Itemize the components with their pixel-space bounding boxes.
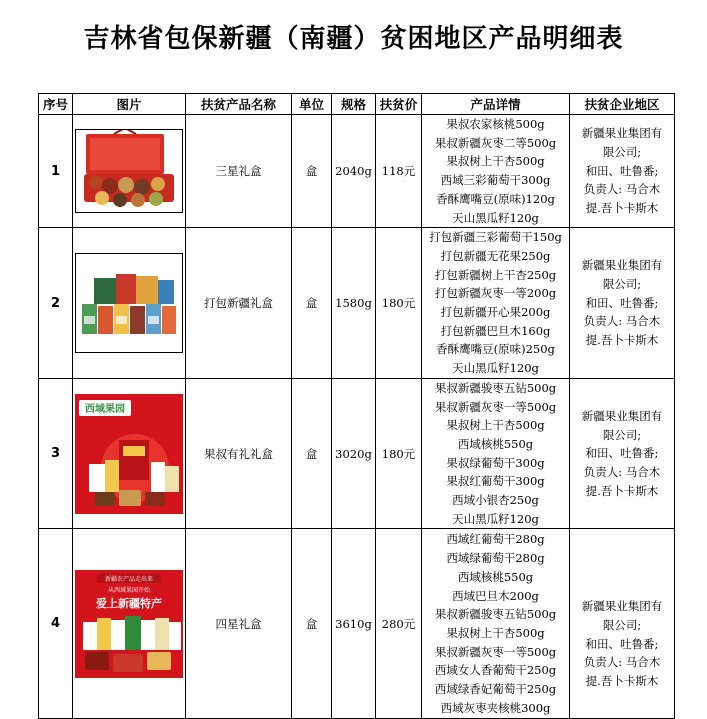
- product-image-cell: [73, 378, 186, 529]
- banner-small-text: 新疆农产品走出来: [104, 575, 154, 583]
- detail-line: 果叔新疆骏枣五钻500g: [434, 607, 557, 622]
- detail-line: 香酥鹰嘴豆(原味)250g: [436, 342, 555, 357]
- table-row: [39, 228, 675, 379]
- product-name: 四星礼盒: [186, 529, 292, 719]
- product-table: [38, 93, 675, 719]
- company-info: [570, 529, 675, 719]
- row-number: 4: [39, 529, 73, 719]
- brand-logo-text: 西域果园: [85, 403, 125, 415]
- company-line: 提.吾卜卡斯木: [585, 674, 659, 689]
- company-info: [570, 115, 675, 228]
- company-line: 新疆果业集团有: [581, 258, 663, 273]
- detail-line: 果叔新疆灰枣一等500g: [434, 644, 557, 659]
- product-image-cell: [73, 529, 186, 719]
- detail-line: 西域绿香妃葡萄干250g: [434, 682, 557, 697]
- product-name: 打包新疆礼盒: [186, 228, 292, 379]
- company-line: 负责人: 马合木: [583, 465, 661, 479]
- row-number: 3: [39, 378, 73, 529]
- banner-sub-text: 从西域果园开始: [107, 586, 151, 594]
- detail-line: 西域三彩葡萄干300g: [440, 173, 551, 188]
- company-line: 限公司;: [602, 427, 642, 442]
- product-details: [422, 228, 570, 379]
- detail-line: 西域红葡萄干280g: [446, 532, 545, 547]
- detail-line: 果叔绿葡萄干300g: [446, 455, 545, 470]
- detail-line: 果叔新疆灰枣二等500g: [434, 135, 557, 150]
- product-image: [75, 570, 183, 678]
- company-line: 和田、吐鲁番;: [585, 295, 659, 310]
- product-spec: 2040g: [332, 115, 376, 228]
- detail-line: 果叔树上干杏500g: [446, 154, 545, 169]
- detail-line: 打包新疆树上干杏250g: [434, 267, 557, 282]
- product-unit: 盒: [292, 228, 332, 379]
- header-picture: 图片: [73, 94, 186, 115]
- detail-line: 西域女人香葡萄干250g: [434, 663, 557, 678]
- header-spec: 规格: [332, 94, 376, 115]
- company-info: [570, 228, 675, 379]
- table-row: [39, 115, 675, 228]
- product-image: [75, 394, 183, 514]
- company-line: 新疆果业集团有: [581, 599, 663, 614]
- product-unit: 盒: [292, 378, 332, 529]
- product-image-cell: [73, 228, 186, 379]
- product-details: [422, 378, 570, 529]
- company-line: 限公司;: [602, 276, 642, 291]
- detail-line: 果叔红葡萄干300g: [446, 474, 545, 489]
- row-number: 1: [39, 115, 73, 228]
- product-spec: 3020g: [332, 378, 376, 529]
- detail-line: 打包新疆无花果250g: [440, 248, 551, 263]
- product-price: 180元: [376, 228, 422, 379]
- company-line: 限公司;: [602, 617, 642, 632]
- product-unit: 盒: [292, 115, 332, 228]
- detail-line: 果叔树上干杏500g: [446, 418, 545, 433]
- detail-line: 果叔农家核桃500g: [446, 117, 545, 131]
- detail-line: 西域核桃550g: [457, 436, 534, 451]
- table-row: [39, 529, 675, 719]
- detail-line: 天山黑瓜籽120g: [452, 511, 539, 526]
- company-info: [570, 378, 675, 529]
- product-image: [75, 253, 183, 353]
- company-line: 和田、吐鲁番;: [585, 163, 659, 178]
- detail-line: 打包新疆巴旦木160g: [440, 323, 551, 338]
- header-price: 扶贫价: [376, 94, 422, 115]
- header-product-name: 扶贫产品名称: [186, 94, 292, 115]
- header-company: 扶贫企业地区: [570, 94, 675, 115]
- product-name: 三星礼盒: [186, 115, 292, 228]
- detail-line: 西域核桃550g: [457, 569, 534, 584]
- company-line: 和田、吐鲁番;: [585, 446, 659, 461]
- banner-main-text: 爱上新疆特产: [96, 596, 162, 610]
- company-line: 提.吾卜卡斯木: [585, 483, 659, 498]
- product-spec: 3610g: [332, 529, 376, 719]
- product-price: 180元: [376, 378, 422, 529]
- company-line: 负责人: 马合木: [583, 182, 661, 197]
- product-price: 280元: [376, 529, 422, 719]
- company-line: 负责人: 马合木: [583, 314, 661, 329]
- product-price: 118元: [376, 115, 422, 228]
- company-line: 新疆果业集团有: [581, 126, 663, 141]
- detail-line: 果叔树上干杏500g: [446, 625, 545, 640]
- product-image: [75, 129, 183, 213]
- product-unit: 盒: [292, 529, 332, 719]
- table-row: [39, 378, 675, 529]
- detail-line: 打包新疆开心果200g: [440, 305, 551, 320]
- detail-line: 西域绿葡萄干280g: [446, 551, 545, 566]
- detail-line: 香酥鹰嘴豆(原味)120g: [436, 191, 555, 206]
- detail-line: 天山黑瓜籽120g: [452, 210, 539, 225]
- detail-line: 打包新疆灰枣一等200g: [434, 286, 557, 301]
- detail-line: 天山黑瓜籽120g: [452, 361, 539, 376]
- product-details: [422, 529, 570, 719]
- product-details: [422, 115, 570, 228]
- company-line: 新疆果业集团有: [581, 408, 663, 423]
- company-line: 提.吾卜卡斯木: [585, 201, 659, 216]
- page-title: 吉林省包保新疆（南疆）贫困地区产品明细表: [83, 24, 624, 54]
- company-line: 和田、吐鲁番;: [585, 636, 659, 651]
- header-row: [39, 94, 675, 115]
- header-no: 序号: [39, 94, 73, 115]
- detail-line: 果叔新疆骏枣五钻500g: [434, 380, 557, 395]
- product-name: 果叔有礼礼盒: [186, 378, 292, 529]
- row-number: 2: [39, 228, 73, 379]
- detail-line: 西域灰枣夹核桃300g: [440, 700, 551, 715]
- header-details: 产品详情: [422, 94, 570, 115]
- product-image-cell: [73, 115, 186, 228]
- detail-line: 西域小银杏250g: [452, 493, 539, 508]
- detail-line: 西域巴旦木200g: [452, 588, 539, 603]
- detail-line: 果叔新疆灰枣一等500g: [434, 399, 557, 414]
- company-line: 负责人: 马合木: [583, 655, 661, 670]
- header-unit: 单位: [292, 94, 332, 115]
- company-line: 提.吾卜卡斯木: [585, 333, 659, 348]
- company-line: 限公司;: [602, 145, 642, 160]
- detail-line: 打包新疆三彩葡萄干150g: [429, 230, 562, 245]
- product-spec: 1580g: [332, 228, 376, 379]
